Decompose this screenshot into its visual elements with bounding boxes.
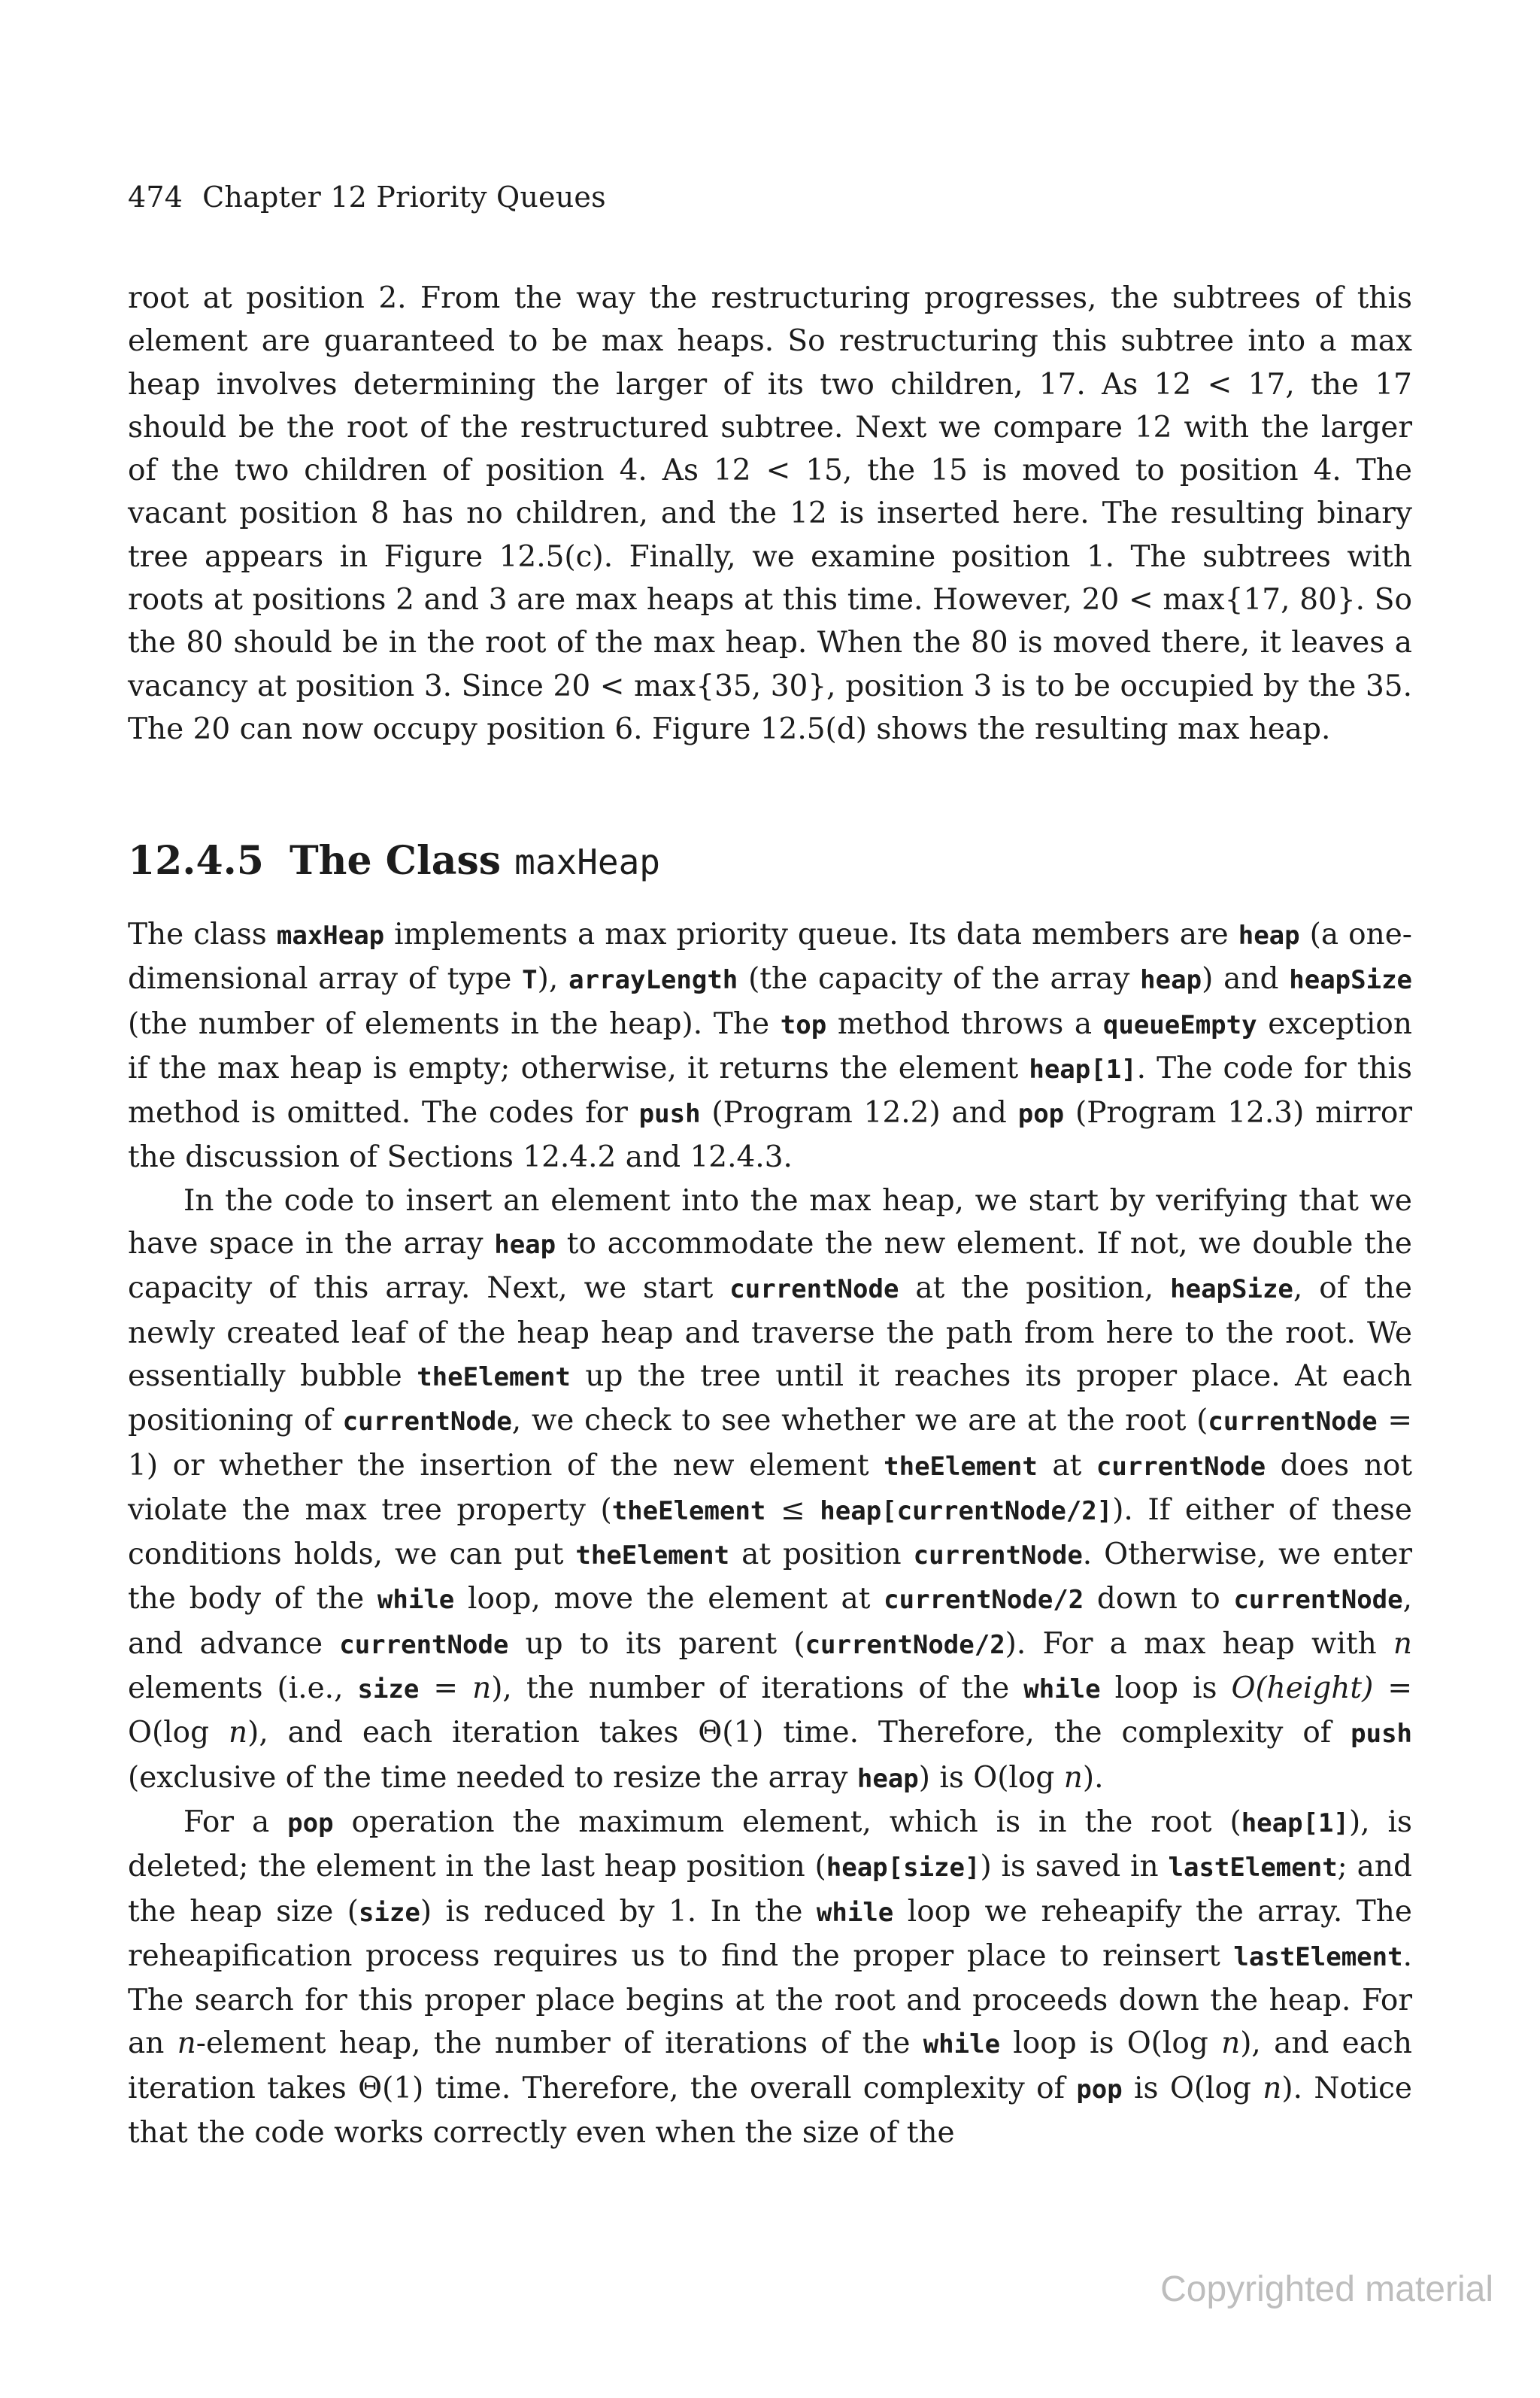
paragraph-push-explanation: In the code to insert an element into the max heap, we start by verifying that we have space in the array heap to accommodate the new element. If not, we double the capacity of this array. Next, we start currentNode at the position, heapSize, of the newly created leaf of the heap heap and traverse the path from here to the root. We essentially bubble theElement up the tree until it reaches its proper place. At each positioning of currentNode, we check to see whether we are at the root (currentNode = 1) or whether the insertion of the new element theElement at currentNode does not violate the max tree property (theElement ≤ heap[currentNode/2]). If either of these conditions holds, we can put theElement at position currentNode. Otherwise, we enter the body of the while loop, move the element at currentNode/2 down to currentNode, and advance currentNode up to its parent (currentNode/2). For a max heap with n elements (i.e., size = n), the number of iterations of the while loop is O(height) = O(log n), and each iteration takes Θ(1) time. Therefore, the complexity of push (exclusive of the time needed to resize the array heap) is O(log n). — [128, 1183, 1413, 1795]
section-number: 12.4.5 — [128, 838, 264, 884]
paragraph-1-text: root at position 2. From the way the restructuring progresses, the subtrees of this element are guaranteed to be max heaps. So restructuring this subtree into a max heap involves determining the larger of its two children, 17. As 12 < 17, the 17 should be the root of the restructured subtree. Next we compare 12 with the larger of the two children of position 4. As 12 < 15, the 15 is moved to position 4. The vacant position 8 has no children, and the 12 is inserted here. The resulting binary tree appears in Figure 12.5(c). Finally, we examine position 1. The subtrees with roots at positions 2 and 3 are max heaps at this time. However, 20 < max{17, 80}. So the 80 should be in the root of the max heap. When the 80 is moved there, it leaves a vacancy at position 3. Since 20 < max{35, 30}, position 3 is to be occupied by the 35. The 20 can now occupy position 6. Figure 12.5(d) shows the resulting max heap. — [128, 281, 1412, 746]
page-number: 474 — [128, 181, 183, 214]
paragraph-maxheap-members: The class maxHeap implements a max priority queue. Its data members are heap (a one-dimensional array of type T), arrayLength (the capacity of the array heap) and heapSize (the number of elements in the heap). The top method throws a queueEmpty exception if the max heap is empty; otherwise, it returns the element heap[1]. The code for this method is omitted. The codes for push (Program 12.2) and pop (Program 12.3) mirror the discussion of Sections 12.4.2 and 12.4.3. — [128, 918, 1413, 1175]
section-heading — [128, 838, 660, 884]
paragraph-restructuring — [128, 277, 1412, 751]
section-title-prefix: The Class — [289, 838, 502, 884]
running-header — [128, 181, 606, 214]
chapter-title: Chapter 12 Priority Queues — [202, 181, 606, 214]
body-text — [128, 913, 1412, 2154]
paragraph-pop-explanation: For a pop operation the maximum element, which is in the root (heap[1]), is deleted; the element in the last heap position (heap[size]) is saved in lastElement; and the heap size (size) is reduced by 1. In the while loop we reheapify the array. The reheapification process requires us to find the proper place to reinsert lastElement. The search for this proper place begins at the root and proceeds down the heap. For an n-element heap, the number of iterations of the while loop is O(log n), and each iteration takes Θ(1) time. Therefore, the overall complexity of pop is O(log n). Notice that the code works correctly even when the size of the — [128, 1805, 1412, 2151]
section-class-name: maxHeap — [514, 842, 660, 882]
copyright-watermark: Copyrighted material — [1160, 2269, 1493, 2309]
